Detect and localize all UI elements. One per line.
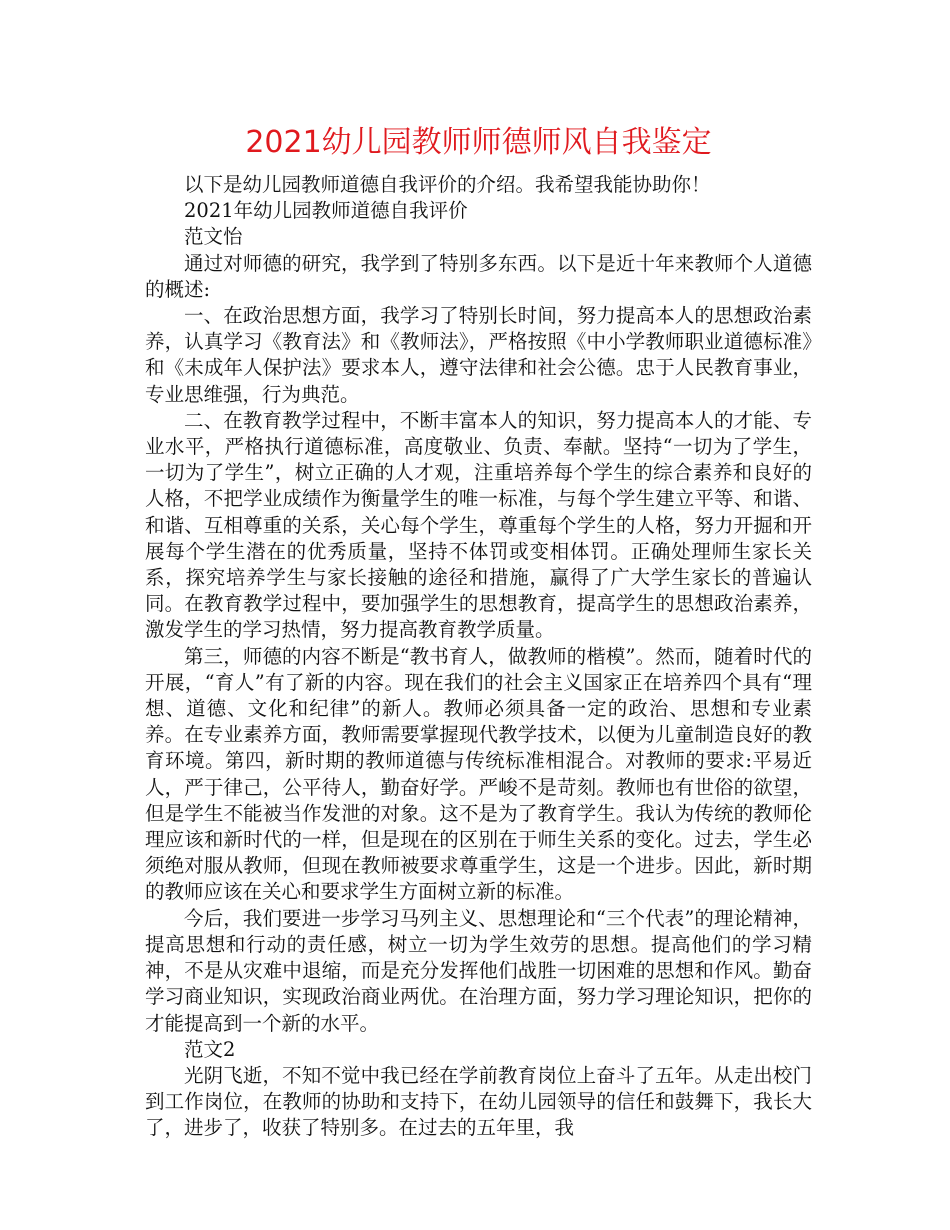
body-paragraph: 光阴飞逝，不知不觉中我已经在学前教育岗位上奋斗了五年。从走出校门到工作岗位，在教师的协助和支持下，在幼儿园领导的信任和鼓舞下，我长大了，进步了，收获了特别多。在过去的五年里，我 [145, 1063, 812, 1140]
document-body [145, 172, 812, 1142]
section-heading: 2021年幼儿园教师道德自我评价 [184, 199, 468, 223]
sample-label-2: 范文2 [184, 1037, 236, 1061]
body-paragraph: 通过对师德的研究，我学到了特别多东西。以下是近十年来教师个人道德的概述: [145, 251, 812, 301]
intro-paragraph: 以下是幼儿园教师道德自我评价的介绍。我希望我能协助你！ [184, 173, 711, 196]
sample-label-1: 范文怡 [184, 225, 243, 249]
document-page [145, 122, 812, 1142]
body-paragraph: 一、在政治思想方面，我学习了特别长时间，努力提高本人的思想政治素养，认真学习《教育法》和《教师法》，严格按照《中小学教师职业道德标准》和《未成年人保护法》要求本人，遵守法律和社会公德。忠于人民教育事业，专业思维强，行为典范。 [145, 304, 812, 406]
document-title: 2021幼儿园教师师德师风自我鉴定 [245, 125, 712, 160]
body-paragraph: 今后，我们要进一步学习马列主义、思想理论和“三个代表”的理论精神，提高思想和行动的责任感，树立一切为学生效劳的思想。提高他们的学习精神，不是从灾难中退缩，而是充分发挥他们战胜一切困难的思想和作风。勤奋学习商业知识，实现政治商业两优。在治理方面，努力学习理论知识，把你的才能提高到一个新的水平。 [145, 906, 812, 1035]
body-paragraph: 二、在教育教学过程中，不断丰富本人的知识，努力提高本人的才能、专业水平，严格执行道德标准，高度敬业、负责、奉献。坚持“一切为了学生，一切为了学生”，树立正确的人才观，注重培养每个学生的综合素养和良好的人格，不把学业成绩作为衡量学生的唯一标准，与每个学生建立平等、和谐、和谐、互相尊重的关系，关心每个学生，尊重每个学生的人格，努力开掘和开展每个学生潜在的优秀质量，坚持不体罚或变相体罚。正确处理师生家长关系，探究培养学生与家长接触的途径和措施，赢得了广大学生家长的普遍认同。在教育教学过程中，要加强学生的思想教育，提高学生的思想政治素养，激发学生的学习热情，努力提高教育教学质量。 [145, 408, 812, 642]
body-paragraph: 第三，师德的内容不断是“教书育人，做教师的楷模”。然而，随着时代的开展，“育人”有了新的内容。现在我们的社会主义国家正在培养四个具有“理想、道德、文化和纪律”的新人。教师必须具备一定的政治、思想和专业素养。在专业素养方面，教师需要掌握现代教学技术，以便为儿童制造良好的教育环境。第四，新时期的教师道德与传统标准相混合。对教师的要求:平易近人，严于律己，公平待人，勤奋好学。严峻不是苛刻。教师也有世俗的欲望，但是学生不能被当作发泄的对象。这不是为了教育学生。我认为传统的教师伦理应该和新时代的一样，但是现在的区别在于师生关系的变化。过去，学生必须绝对服从教师，但现在教师被要求尊重学生，这是一个进步。因此，新时期的教师应该在关心和要求学生方面树立新的标准。 [145, 644, 812, 904]
